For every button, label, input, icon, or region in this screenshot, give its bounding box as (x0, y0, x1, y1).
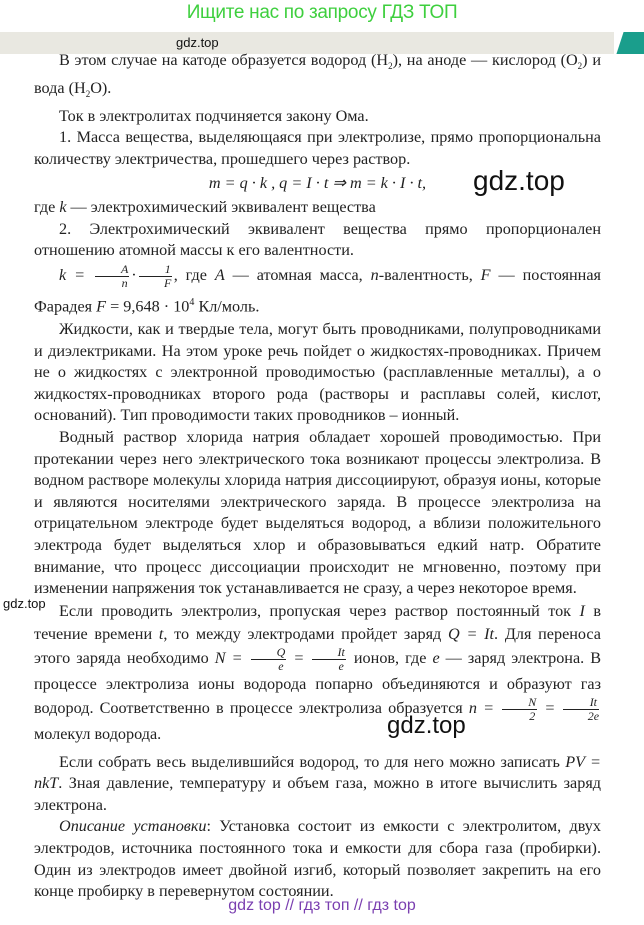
paragraph: В этом случае на катоде образуется водород $(H_2)$, на аноде — кислород $(O_2)$ и вода $(H_2O)$. (34, 51, 601, 100)
formula-mass: m = q · k , q = I · t ⇒ m = k · I · t, (208, 174, 427, 193)
paragraph: Жидкости, как и твердые тела, могут быть проводниками, полупроводниками и диэлектриками. На этом уроке речь пойдет о жидкостях-проводниках. Причем не о жидкостях с электронной проводимостью (расплавленные металлы), а о жидкостях-проводниках второго рода (растворы и расплавы солей, кислот, оснований). Тип проводимости таких проводников – ионный. (34, 319, 601, 425)
header-accent (616, 32, 644, 54)
paragraph: 1. Масса вещества, выделяющаяся при электролизе, прямо пропорциональна количеству электричества, прошедшего через раствор. (34, 128, 601, 168)
paragraph: Водный раствор хлорида натрия обладает хорошей проводимостью. При протекании через него электрического тока возникают процессы электролиза. В водном растворе молекулы хлорида натрия диссоциируют, образуя ионы, которые и являются носителями электрического заряда. В процессе электролиза на отрицательном электроде будет выделяться водород, а вблизи положительного электрода будет выделяться хлор и образовываться едкий натр. Обратите внимание, что процесс диссоциации происходит не мгновенно, поэтому при изменении напряжения ток устанавливается не сразу, а через некоторое время. (34, 427, 601, 598)
watermark: gdz.top (473, 165, 565, 196)
paragraph: Ток в электролитах подчиняется закону Ома. (59, 106, 369, 125)
formula-paragraph: k = $\frac{A}{n}$ · $\frac{1}{F}$ , где A — атомная масса, n-валентность, F — постоянная Фарадея $F = 9,648 \cdot 10^4$ Кл/моль. (34, 261, 601, 315)
paragraph: Если проводить электролиз, пропуская через раствор постоянный ток I в течение времени t, то между электродами пройдет заряд Q = It. Для переноса этого заряда необходимо N = $\frac{Q}{e}$ = $\frac{It}{e}$ ионов, где e — заряд электрона. В процессе электролиза ионы водорода попарно объединяются и образуют газ водород. Соответственно в процессе электролиза образуется n = $\frac{N}{2}$ = $\frac{It}{2e}$ молекул водорода. (34, 601, 602, 743)
watermark: gdz.top (3, 596, 46, 611)
watermark: gdz.top (176, 35, 219, 50)
watermark: gdz.top (387, 712, 466, 739)
promo-banner: Ищите нас по запросу ГДЗ ТОП (186, 2, 458, 23)
document-body (34, 50, 601, 903)
paragraph: 2. Электрохимический эквивалент вещества прямо пропорционален отношению атомной массы к его валентности. (34, 219, 601, 260)
paragraph: где k — электрохимический эквивалент вещества (34, 198, 376, 217)
footer-watermark: gdz top // гдз топ // гдз top (228, 897, 416, 914)
paragraph: Описание установки: Установка состоит из емкости с электролитом, двух электродов, источника постоянного тока и емкости для сбора газа (пробирки). Один из электродов имеет двойной изгиб, который позволяет закрепить на его конце пробирку в перевернутом состоянии. (34, 817, 601, 901)
paragraph: Если собрать весь выделившийся водород, то для него можно записать PV = nkT. Зная давление, температуру и объем газа, можно в итоге вычислить заряд электрона. (34, 752, 601, 814)
